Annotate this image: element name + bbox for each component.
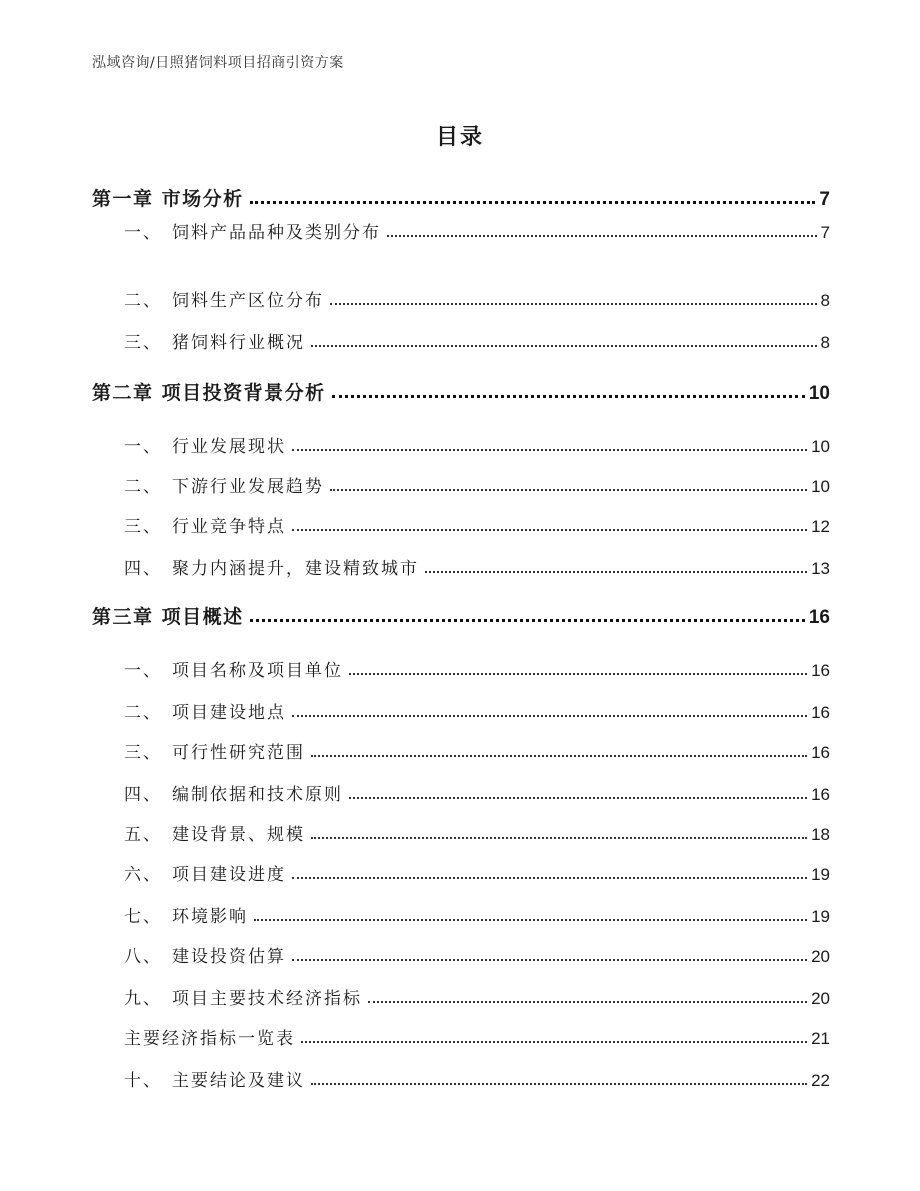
toc-entry-number: 三、	[124, 333, 162, 353]
dot-leader	[301, 1041, 807, 1043]
dot-leader	[368, 1001, 807, 1003]
toc-page-number: 18	[811, 825, 830, 844]
toc-entry-number: 六、	[124, 865, 162, 885]
toc-entry-label	[124, 1066, 305, 1091]
toc-entry-label	[124, 942, 286, 967]
toc-entry-label	[124, 554, 419, 579]
toc-page-number: 12	[811, 517, 830, 536]
toc-page-number: 19	[811, 907, 830, 926]
toc-entry-number: 第二章	[92, 382, 154, 404]
toc-entry-label	[124, 984, 362, 1009]
toc-section-entry[interactable]	[124, 984, 830, 1009]
toc-entry-text: 聚力内涵提升，建设精致城市	[172, 559, 419, 579]
toc-entry-label	[124, 860, 286, 885]
dot-leader	[349, 673, 807, 675]
toc-section-entry[interactable]	[124, 738, 830, 763]
toc-section-entry[interactable]	[124, 656, 830, 681]
toc-page-number: 13	[811, 559, 830, 578]
toc-entry-text: 行业发展现状	[172, 437, 286, 457]
toc-chapter-entry[interactable]	[92, 184, 830, 211]
toc-page-number: 16	[808, 607, 830, 628]
toc-page-number: 20	[811, 989, 830, 1008]
dot-leader	[292, 715, 807, 717]
toc-entry-label	[124, 698, 286, 723]
toc-page-number: 19	[811, 865, 830, 884]
toc-page-number: 22	[811, 1071, 830, 1090]
toc-section-entry[interactable]	[124, 1066, 830, 1091]
dot-leader	[292, 877, 807, 879]
toc-entry-text: 行业竞争特点	[172, 517, 286, 537]
toc-entry-label	[124, 472, 324, 497]
dot-leader	[311, 755, 807, 757]
toc-entry-number: 二、	[124, 703, 162, 723]
toc-entry-number: 三、	[124, 743, 162, 763]
toc-page-number: 10	[811, 477, 830, 496]
toc-section-entry[interactable]	[124, 328, 830, 353]
toc-entry-text: 饲料产品品种及类别分布	[172, 223, 381, 243]
dot-leader	[387, 235, 817, 237]
toc-entry-number: 十、	[124, 1071, 162, 1091]
dot-leader	[311, 345, 817, 347]
toc-section-entry[interactable]	[124, 902, 830, 927]
toc-entry-label	[92, 602, 244, 629]
dot-leader	[292, 529, 807, 531]
toc-section-entry[interactable]	[124, 1024, 830, 1049]
toc-section-entry[interactable]	[124, 820, 830, 845]
toc-section-entry[interactable]	[124, 554, 830, 579]
toc-entry-text: 下游行业发展趋势	[172, 477, 324, 497]
toc-section-entry[interactable]	[124, 780, 830, 805]
toc-section-entry[interactable]	[124, 698, 830, 723]
toc-entry-number: 四、	[124, 785, 162, 805]
toc-page-number: 16	[811, 785, 830, 804]
toc-section-entry[interactable]	[124, 432, 830, 457]
dot-leader	[250, 619, 805, 622]
toc-entry-text: 项目概述	[161, 606, 244, 628]
toc-page-number: 7	[820, 223, 830, 242]
toc-entry-label	[124, 432, 286, 457]
toc-entry-number: 四、	[124, 559, 162, 579]
toc-entry-number: 一、	[124, 661, 162, 681]
dot-leader	[311, 1083, 807, 1085]
dot-leader	[349, 797, 807, 799]
toc-entry-text: 猪饲料行业概况	[172, 333, 305, 353]
toc-entry-number: 三、	[124, 517, 162, 537]
toc-title: 目录	[435, 125, 484, 150]
toc-chapter-entry[interactable]	[92, 378, 830, 405]
toc-page-number: 7	[819, 189, 830, 210]
toc-entry-number: 八、	[124, 947, 162, 967]
toc-page-number: 8	[820, 333, 830, 352]
dot-leader	[292, 959, 807, 961]
running-header: 泓域咨询/日照猪饲料项目招商引资方案	[92, 55, 344, 71]
toc-entry-number: 第三章	[92, 606, 154, 628]
toc-entry-label	[124, 820, 305, 845]
dot-leader	[330, 489, 807, 491]
toc-entry-number: 一、	[124, 437, 162, 457]
toc-section-entry[interactable]	[124, 286, 830, 311]
toc-section-entry[interactable]	[124, 472, 830, 497]
toc-entry-text: 建设背景、规模	[172, 825, 305, 845]
toc-entry-text: 项目建设地点	[172, 703, 286, 723]
toc-section-entry[interactable]	[124, 942, 830, 967]
toc-entry-number: 五、	[124, 825, 162, 845]
toc-entry-text: 建设投资估算	[172, 947, 286, 967]
toc-page-number: 16	[811, 703, 830, 722]
toc-entry-text: 市场分析	[161, 188, 244, 210]
dot-leader	[332, 395, 805, 398]
toc-entry-text: 项目主要技术经济指标	[172, 989, 362, 1009]
toc-section-entry[interactable]	[124, 860, 830, 885]
toc-entry-label	[124, 902, 248, 927]
toc-entry-number: 二、	[124, 291, 162, 311]
toc-chapter-entry[interactable]	[92, 602, 830, 629]
toc-entry-label	[124, 286, 324, 311]
toc-entry-text: 项目投资背景分析	[161, 382, 326, 404]
toc-entry-text: 主要结论及建议	[172, 1071, 305, 1091]
dot-leader	[425, 571, 807, 573]
toc-entry-text: 项目名称及项目单位	[172, 661, 343, 681]
dot-leader	[292, 449, 807, 451]
toc-page-number: 16	[811, 661, 830, 680]
toc-entry-label	[124, 1024, 295, 1049]
toc-entry-text: 饲料生产区位分布	[172, 291, 324, 311]
toc-page-number: 16	[811, 743, 830, 762]
toc-entry-text: 可行性研究范围	[172, 743, 305, 763]
toc-page-number: 10	[811, 437, 830, 456]
toc-entry-number: 第一章	[92, 188, 154, 210]
toc-entry-number: 七、	[124, 907, 162, 927]
toc-entry-label	[92, 378, 326, 405]
toc-entry-text: 项目建设进度	[172, 865, 286, 885]
toc-entry-text: 编制依据和技术原则	[172, 785, 343, 805]
toc-page-number: 21	[811, 1029, 830, 1048]
toc-page-number: 8	[820, 291, 830, 310]
dot-leader	[330, 303, 817, 305]
toc-section-entry[interactable]	[124, 218, 830, 243]
toc-entry-label	[124, 656, 343, 681]
toc-entry-label	[124, 738, 305, 763]
toc-entry-text: 主要经济指标一览表	[124, 1029, 295, 1049]
toc-entry-number: 一、	[124, 223, 162, 243]
dot-leader	[254, 919, 807, 921]
toc-entry-label	[124, 512, 286, 537]
dot-leader	[311, 837, 807, 839]
toc-entry-number: 九、	[124, 989, 162, 1009]
toc-entry-label	[124, 328, 305, 353]
toc-entry-label	[124, 780, 343, 805]
toc-entry-number: 二、	[124, 477, 162, 497]
toc-entry-label	[124, 218, 381, 243]
toc-section-entry[interactable]	[124, 512, 830, 537]
toc-entry-label	[92, 184, 244, 211]
toc-page-number: 10	[808, 383, 830, 404]
toc-page-number: 20	[811, 947, 830, 966]
dot-leader	[250, 201, 816, 204]
toc-entry-text: 环境影响	[172, 907, 248, 927]
